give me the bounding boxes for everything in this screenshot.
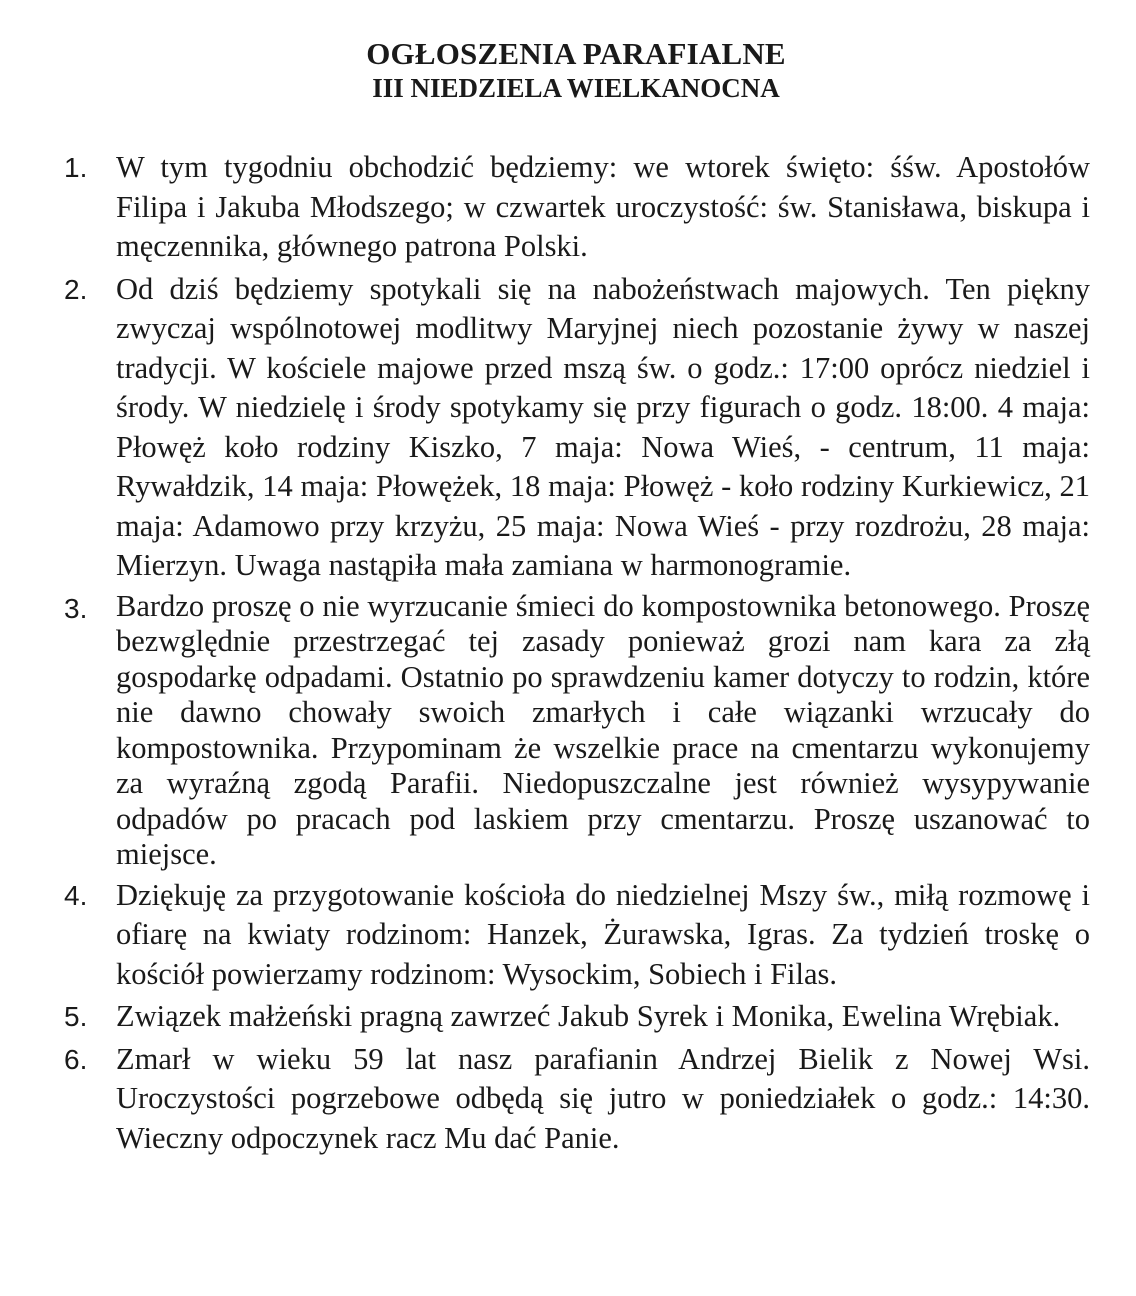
item-text: Bardzo proszę o nie wyrzucanie śmieci do kompostownika betonowego. Proszę bezwględnie przestrzegać tej zasady ponieważ grozi nam kara za złą gospodarkę odpadami. Ostatnio po sprawdzeniu kamer dotyczy to rodzin, które nie dawno chowały swoich zmarłych i całe wiązanki wrzucały do kompostownika. Przypominam że wszelkie prace na cmentarzu wykonujemy za wyraźną zgodą Parafii. Niedopuszczalne jest również wysypywanie odpadów po pracach pod laskiem przy cmentarzu. Proszę uszanować to miejsce. [116, 588, 1090, 871]
list-item [62, 148, 1090, 267]
item-text: W tym tygodniu obchodzić będziemy: we wtorek święto: śśw. Apostołów Filipa i Jakuba Młodszego; w czwartek uroczystość: św. Stanisława, biskupa i męczennika, głównego patrona Polski. [116, 150, 1090, 263]
list-item [62, 589, 1090, 873]
list-item [62, 270, 1090, 586]
item-number: 5. [64, 1001, 88, 1032]
item-text: Od dziś będziemy spotykali się na nabożeństwach majowych. Ten piękny zwyczaj wspólnotowej modlitwy Maryjnej niech pozostanie żywy w naszej tradycji. W kościele majowe przed mszą św. o godz.: 17:00 oprócz niedziel i środy. W niedzielę i środy spotykamy się przy figurach o godz. 18:00. 4 maja: Płowęż koło rodziny Kiszko, 7 maja: Nowa Wieś, - centrum, 11 maja: Rywałdzik, 14 maja: Płowężek, 18 maja: Płowęż - koło rodziny Kurkiewicz, 21 maja: Adamowo przy krzyżu, 25 maja: Nowa Wieś - przy rozdrożu, 28 maja: Mierzyn. Uwaga nastąpiła mała zamiana w harmonogramie. [116, 271, 1090, 582]
list-item [62, 876, 1090, 995]
item-number: 1. [64, 152, 88, 183]
item-text: Związek małżeński pragną zawrzeć Jakub Syrek i Monika, Ewelina Wrębiak. [116, 999, 1061, 1033]
announcement-list [62, 148, 1090, 1158]
page-title: OGŁOSZENIA PARAFIALNE [366, 36, 786, 71]
item-number: 6. [64, 1043, 88, 1075]
item-number: 4. [64, 879, 88, 911]
page-subtitle: III NIEDZIELA WIELKANOCNA [372, 73, 780, 103]
list-item [62, 997, 1090, 1037]
item-text: Zmarł w wieku 59 lat nasz parafianin Andrzej Bielik z Nowej Wsi. Uroczystości pogrzebowe odbędą się jutro w poniedziałek o godz.: 14:30. Wieczny odpoczynek racz Mu dać Panie. [116, 1041, 1090, 1155]
header [62, 36, 1090, 104]
item-text: Dziękuję za przygotowanie kościoła do niedzielnej Mszy św., miłą rozmowę i ofiarę na kwiaty rodzinom: Hanzek, Żurawska, Igras. Za tydzień troskę o kościół powierzamy rodzinom: Wysockim, Sobiech i Filas. [116, 877, 1090, 991]
item-number: 2. [64, 273, 88, 305]
list-item [62, 1040, 1090, 1159]
item-number: 3. [64, 592, 88, 624]
